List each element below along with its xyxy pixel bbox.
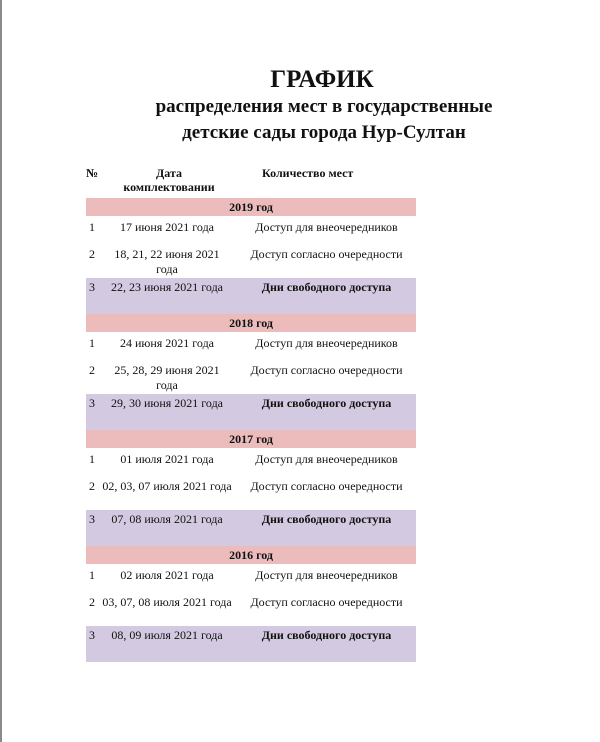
table-row [86, 359, 416, 394]
year-band: 2018 год [86, 314, 416, 332]
row-number: 3 [89, 512, 95, 526]
table-row [86, 243, 416, 278]
row-number: 2 [89, 247, 95, 261]
row-quantity: Доступ согласно очередности [250, 595, 403, 609]
row-date: 17 июня 2021 года [119, 220, 215, 234]
row-quantity: Дни свободного доступа [261, 280, 392, 294]
row-quantity: Дни свободного доступа [261, 628, 392, 642]
page-left-edge [0, 0, 2, 742]
row-date: 24 июня 2021 года [119, 336, 215, 350]
row-quantity: Доступ согласно очередности [250, 479, 403, 493]
table-row [86, 278, 416, 314]
row-number: 3 [89, 628, 95, 642]
table-row [86, 332, 416, 359]
row-date: 03, 07, 08 июля 2021 года [102, 595, 232, 609]
row-number: 3 [89, 396, 95, 410]
row-number: 1 [89, 336, 95, 350]
row-number: 2 [89, 595, 95, 609]
row-number: 1 [89, 220, 95, 234]
table-row [86, 475, 416, 510]
table-row [86, 394, 416, 430]
column-header-quantity: Количество мест [262, 166, 354, 180]
row-date: 07, 08 июля 2021 года [111, 512, 223, 526]
schedule-table [86, 198, 416, 662]
row-date: 08, 09 июля 2021 года [111, 628, 223, 642]
column-header-number: № [86, 166, 99, 180]
page-subtitle-line-2: детские сады города Нур-Султан [182, 122, 466, 143]
row-date: 18, 21, 22 июня 2021 года [114, 247, 220, 276]
table-row [86, 591, 416, 626]
table-row [86, 564, 416, 591]
row-number: 1 [89, 452, 95, 466]
row-quantity: Доступ для внеочередников [255, 568, 398, 582]
row-number: 1 [89, 568, 95, 582]
row-number: 2 [89, 363, 95, 377]
row-quantity: Доступ согласно очередности [250, 363, 403, 377]
column-header-date: Дата комплектовании [123, 166, 215, 194]
row-quantity: Доступ для внеочередников [255, 452, 398, 466]
year-band: 2016 год [86, 546, 416, 564]
row-quantity: Доступ для внеочередников [255, 220, 398, 234]
row-quantity: Доступ для внеочередников [255, 336, 398, 350]
row-date: 22, 23 июня 2021 года [110, 280, 224, 294]
row-number: 2 [89, 479, 95, 493]
row-date: 02 июля 2021 года [120, 568, 214, 582]
row-date: 01 июля 2021 года [120, 452, 214, 466]
year-band: 2019 год [86, 198, 416, 216]
table-row [86, 510, 416, 546]
row-date: 25, 28, 29 июня 2021 года [114, 363, 220, 392]
table-row [86, 448, 416, 475]
row-quantity: Дни свободного доступа [261, 396, 392, 410]
table-row [86, 216, 416, 243]
row-number: 3 [89, 280, 95, 294]
row-date: 29, 30 июня 2021 года [110, 396, 224, 410]
year-band: 2017 год [86, 430, 416, 448]
row-quantity: Дни свободного доступа [261, 512, 392, 526]
row-date: 02, 03, 07 июля 2021 года [102, 479, 232, 493]
page-title: ГРАФИК [270, 66, 374, 93]
table-row [86, 626, 416, 662]
row-quantity: Доступ согласно очередности [250, 247, 403, 261]
page-subtitle-line-1: распределения мест в государственные [155, 96, 493, 117]
